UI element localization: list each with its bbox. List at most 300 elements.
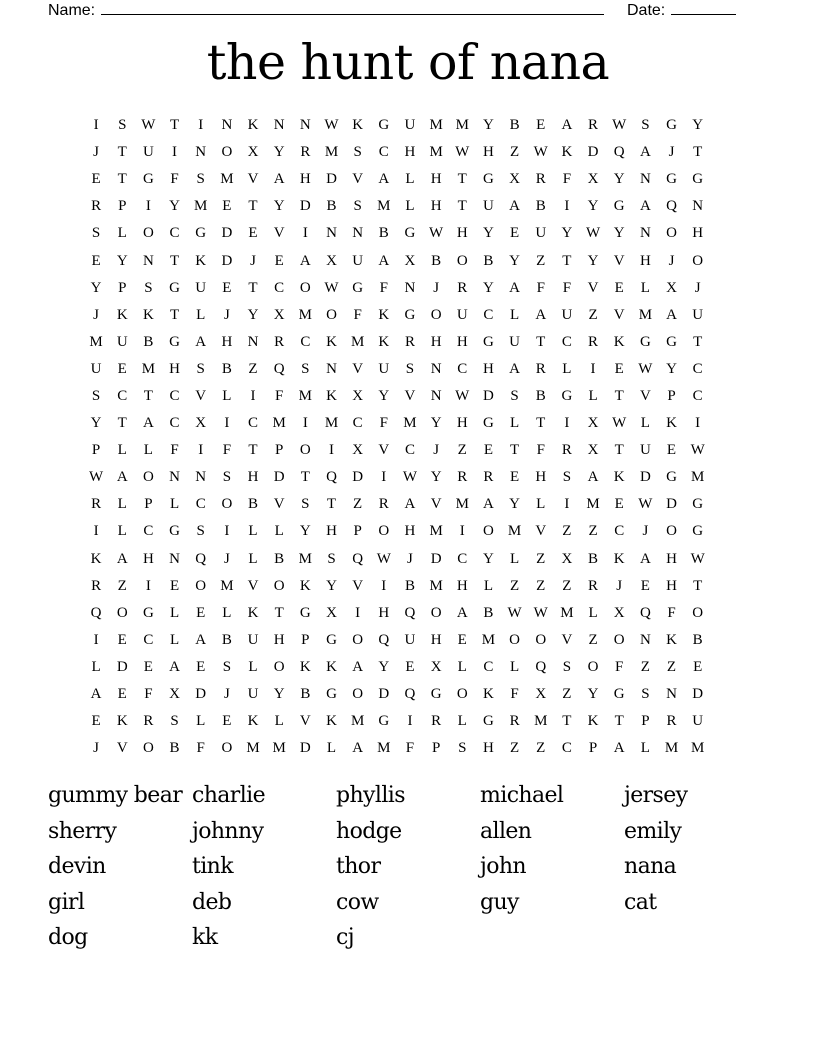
grid-row	[83, 112, 737, 139]
grid-row	[83, 383, 737, 410]
grid-letter: J	[694, 279, 701, 296]
grid-letter: K	[378, 306, 390, 323]
grid-letter: K	[247, 117, 259, 134]
grid-letter: W	[455, 387, 470, 404]
grid-letter: K	[561, 144, 573, 161]
grid-letter: P	[353, 523, 362, 540]
grid-letter: Y	[483, 550, 494, 567]
grid-letter: Y	[116, 252, 128, 269]
grid-letter: U	[90, 360, 102, 377]
grid-letter: Y	[666, 360, 677, 377]
grid-letter: R	[378, 496, 389, 513]
grid-letter: R	[143, 713, 154, 730]
grid-letter: O	[142, 740, 154, 757]
grid-letter: T	[169, 252, 180, 269]
grid-letter: J	[223, 306, 230, 323]
grid-letter: G	[666, 117, 677, 134]
grid-letter: X	[247, 144, 259, 161]
grid-letter: G	[483, 713, 494, 730]
grid-letter: H	[169, 360, 180, 377]
grid-letter: H	[326, 523, 337, 540]
grid-letter: L	[405, 198, 415, 215]
grid-letter: O	[378, 523, 390, 540]
grid-letter: A	[378, 171, 390, 188]
word-list-item: allen	[480, 818, 532, 844]
grid-letter: Z	[457, 442, 467, 459]
grid-letter: E	[614, 496, 624, 513]
grid-letter: L	[509, 658, 520, 675]
grid-letter: H	[483, 360, 494, 377]
grid-letter: H	[456, 415, 468, 432]
grid-letter: I	[564, 415, 570, 432]
grid-letter: O	[221, 496, 233, 513]
grid-letter: L	[196, 713, 206, 730]
grid-letter: G	[430, 686, 442, 703]
grid-letter: Y	[273, 144, 285, 161]
grid-letter: H	[221, 333, 233, 350]
grid-letter: K	[613, 333, 625, 350]
grid-letter: O	[483, 523, 494, 540]
grid-letter: Q	[378, 631, 390, 648]
grid-letter: S	[353, 144, 362, 161]
grid-letter: G	[352, 279, 364, 296]
grid-letter: G	[666, 171, 677, 188]
grid-letter: P	[118, 279, 127, 296]
grid-letter: K	[378, 333, 390, 350]
grid-letter: C	[692, 360, 703, 377]
grid-letter: R	[457, 469, 468, 486]
grid-letter: V	[639, 387, 651, 404]
grid-letter: G	[142, 171, 154, 188]
grid-letter: O	[221, 740, 233, 757]
grid-letter: Y	[613, 225, 625, 242]
grid-letter: L	[640, 279, 650, 296]
grid-letter: E	[274, 252, 284, 269]
grid-letter: I	[93, 631, 99, 648]
grid-letter: L	[248, 550, 258, 567]
grid-letter: A	[639, 198, 651, 215]
grid-letter: P	[431, 740, 441, 757]
word-list-item: gummy bear	[48, 783, 183, 808]
grid-letter: M	[403, 415, 417, 432]
grid-letter: S	[562, 469, 572, 486]
grid-letter: G	[169, 279, 180, 296]
grid-row	[83, 735, 737, 762]
grid-letter: X	[666, 279, 677, 296]
grid-letter: W	[324, 279, 339, 296]
grid-letter: M	[377, 198, 391, 215]
grid-letter: M	[560, 604, 574, 621]
grid-letter: W	[429, 225, 444, 242]
grid-letter: M	[350, 333, 365, 350]
grid-letter: Y	[483, 225, 494, 242]
grid-row	[83, 410, 737, 437]
grid-letter: C	[614, 523, 625, 540]
grid-letter: N	[666, 686, 677, 703]
grid-letter: G	[483, 171, 494, 188]
grid-letter: W	[507, 604, 522, 621]
grid-letter: X	[404, 252, 416, 269]
grid-letter: G	[692, 496, 704, 513]
grid-letter: L	[509, 306, 520, 323]
grid-letter: Q	[326, 469, 337, 486]
grid-letter: I	[564, 496, 570, 513]
grid-letter: L	[509, 550, 520, 567]
grid-letter: O	[456, 252, 468, 269]
grid-letter: X	[587, 171, 599, 188]
grid-letter: V	[352, 171, 364, 188]
grid-letter: H	[483, 144, 494, 161]
grid-letter: M	[534, 713, 548, 730]
word-list-item: sherry	[48, 818, 117, 844]
grid-letter: X	[587, 415, 599, 432]
grid-letter: A	[456, 604, 468, 621]
grid-letter: Q	[352, 550, 364, 567]
grid-letter: O	[352, 686, 364, 703]
grid-letter: S	[458, 740, 467, 757]
grid-letter: K	[299, 658, 311, 675]
grid-letter: I	[459, 523, 465, 540]
grid-letter: F	[667, 604, 676, 621]
grid-letter: O	[273, 658, 285, 675]
grid-letter: G	[561, 387, 573, 404]
grid-row	[83, 275, 737, 302]
grid-letter: P	[118, 198, 127, 215]
grid-letter: I	[302, 225, 308, 242]
grid-letter: A	[195, 333, 207, 350]
grid-letter: A	[509, 279, 520, 296]
grid-letter: M	[377, 740, 391, 757]
grid-letter: K	[483, 686, 494, 703]
grid-letter: F	[405, 740, 415, 757]
grid-letter: C	[561, 333, 572, 350]
grid-letter: G	[692, 523, 704, 540]
grid-letter: U	[404, 117, 416, 134]
name-label: Name:	[48, 2, 96, 19]
word-list-item: johnny	[192, 818, 264, 844]
grid-letter: O	[692, 604, 704, 621]
grid-letter: U	[561, 306, 573, 323]
grid-letter: M	[324, 144, 339, 161]
grid-letter: W	[690, 442, 705, 459]
grid-letter: C	[483, 658, 494, 675]
grid-letter: K	[326, 713, 337, 730]
grid-letter: B	[326, 198, 337, 215]
grid-letter: K	[613, 550, 625, 567]
grid-letter: F	[170, 442, 179, 459]
grid-letter: J	[668, 144, 675, 161]
grid-letter: N	[639, 631, 651, 648]
grid-letter: F	[536, 279, 545, 296]
grid-letter: Z	[353, 496, 363, 513]
grid-letter: G	[142, 604, 154, 621]
grid-letter: K	[247, 604, 259, 621]
grid-letter: U	[142, 144, 154, 161]
grid-letter: K	[90, 550, 102, 567]
grid-letter: I	[381, 577, 387, 594]
grid-letter: V	[613, 306, 625, 323]
grid-letter: A	[169, 658, 180, 675]
grid-letter: R	[483, 469, 494, 486]
word-list	[48, 778, 768, 956]
grid-letter: M	[691, 469, 705, 486]
grid-letter: H	[273, 631, 285, 648]
grid-letter: U	[692, 306, 704, 323]
grid-letter: L	[640, 740, 650, 757]
grid-letter: N	[326, 225, 337, 242]
grid-letter: C	[457, 360, 468, 377]
grid-letter: F	[379, 415, 388, 432]
grid-letter: X	[326, 252, 337, 269]
word-list-item: nana	[624, 854, 677, 879]
grid-letter: K	[116, 713, 128, 730]
grid-letter: L	[143, 442, 153, 459]
grid-letter: G	[195, 225, 207, 242]
grid-letter: L	[222, 387, 232, 404]
grid-letter: T	[248, 198, 258, 215]
grid-letter: B	[535, 387, 546, 404]
grid-row	[83, 220, 737, 247]
grid-letter: H	[247, 469, 259, 486]
grid-letter: B	[221, 631, 232, 648]
grid-letter: E	[405, 658, 415, 675]
grid-letter: A	[273, 171, 285, 188]
grid-letter: M	[324, 415, 339, 432]
grid-letter: U	[195, 279, 207, 296]
grid-letter: Q	[639, 604, 651, 621]
grid-letter: Z	[509, 144, 520, 161]
word-list-item: devin	[48, 854, 106, 879]
grid-letter: I	[93, 523, 99, 540]
grid-letter: Q	[90, 604, 102, 621]
grid-letter: N	[430, 387, 442, 404]
grid-letter: W	[324, 117, 339, 134]
grid-letter: L	[222, 604, 232, 621]
grid-letter: I	[355, 604, 361, 621]
grid-letter: I	[93, 117, 99, 134]
grid-row	[83, 681, 737, 708]
grid-letter: A	[378, 252, 390, 269]
grid-letter: Y	[299, 523, 311, 540]
grid-letter: M	[586, 496, 600, 513]
grid-letter: G	[666, 469, 677, 486]
grid-letter: V	[273, 225, 285, 242]
grid-letter: L	[457, 658, 467, 675]
grid-letter: M	[350, 713, 365, 730]
grid-letter: R	[535, 171, 546, 188]
word-list-item: cow	[336, 889, 379, 915]
grid-letter: Y	[90, 415, 102, 432]
grid-letter: M	[429, 117, 443, 134]
grid-letter: F	[536, 442, 545, 459]
grid-letter: V	[535, 523, 547, 540]
grid-letter: H	[430, 333, 442, 350]
grid-letter: E	[483, 442, 493, 459]
grid-letter: Y	[326, 577, 337, 594]
grid-letter: D	[221, 252, 233, 269]
grid-letter: T	[248, 442, 258, 459]
letter-grid	[83, 112, 737, 762]
grid-letter: V	[430, 496, 442, 513]
grid-letter: Q	[195, 550, 207, 567]
word-list-item: michael	[480, 783, 564, 808]
grid-letter: G	[378, 117, 390, 134]
grid-letter: T	[143, 387, 153, 404]
grid-letter: Y	[613, 171, 625, 188]
grid-letter: Y	[378, 387, 390, 404]
grid-letter: A	[116, 469, 128, 486]
grid-row	[83, 464, 737, 491]
grid-letter: L	[117, 523, 127, 540]
grid-letter: M	[455, 496, 469, 513]
grid-letter: X	[613, 604, 625, 621]
grid-letter: X	[273, 306, 285, 323]
grid-letter: I	[250, 387, 256, 404]
grid-letter: W	[88, 469, 104, 486]
grid-letter: P	[301, 631, 310, 648]
grid-letter: S	[327, 550, 336, 567]
grid-letter: Z	[536, 740, 546, 757]
grid-letter: V	[378, 442, 390, 459]
grid-letter: Q	[404, 686, 416, 703]
grid-letter: I	[381, 469, 387, 486]
grid-letter: U	[247, 631, 259, 648]
grid-letter: F	[170, 171, 179, 188]
grid-letter: F	[379, 279, 388, 296]
date-label: Date:	[627, 2, 666, 19]
grid-row	[83, 491, 737, 518]
grid-letter: S	[562, 658, 572, 675]
grid-letter: Y	[430, 469, 442, 486]
grid-letter: D	[378, 686, 390, 703]
word-list-item: deb	[192, 889, 232, 915]
grid-letter: Q	[535, 658, 547, 675]
word-list-item: hodge	[336, 818, 402, 844]
grid-letter: E	[248, 225, 258, 242]
grid-letter: G	[299, 604, 311, 621]
grid-letter: G	[404, 306, 416, 323]
word-list-item: thor	[336, 854, 381, 879]
grid-letter: V	[404, 387, 416, 404]
grid-letter: X	[195, 415, 207, 432]
grid-letter: D	[666, 496, 677, 513]
grid-letter: G	[483, 333, 494, 350]
grid-letter: H	[456, 577, 468, 594]
grid-letter: Q	[666, 198, 677, 215]
grid-letter: R	[561, 442, 572, 459]
grid-letter: U	[535, 225, 547, 242]
grid-letter: T	[614, 713, 624, 730]
grid-letter: S	[353, 198, 362, 215]
grid-letter: E	[693, 658, 703, 675]
grid-letter: Z	[536, 550, 546, 567]
grid-letter: P	[588, 740, 598, 757]
grid-letter: M	[298, 387, 312, 404]
grid-letter: L	[274, 523, 284, 540]
grid-letter: N	[195, 144, 207, 161]
grid-letter: N	[169, 469, 180, 486]
grid-letter: J	[93, 306, 99, 323]
grid-letter: C	[195, 496, 206, 513]
grid-letter: Z	[588, 523, 598, 540]
grid-letter: M	[429, 523, 443, 540]
grid-letter: Z	[509, 577, 520, 594]
grid-letter: J	[250, 252, 256, 269]
grid-letter: X	[169, 686, 180, 703]
grid-letter: O	[299, 279, 311, 296]
date-field	[627, 0, 736, 20]
grid-letter: Z	[536, 577, 546, 594]
grid-letter: M	[298, 550, 312, 567]
grid-letter: A	[299, 252, 311, 269]
grid-letter: A	[195, 631, 207, 648]
grid-letter: C	[692, 387, 703, 404]
grid-letter: L	[248, 658, 258, 675]
grid-letter: K	[142, 306, 154, 323]
grid-letter: J	[668, 252, 675, 269]
grid-letter: R	[666, 713, 677, 730]
grid-letter: H	[535, 469, 547, 486]
grid-letter: M	[220, 171, 234, 188]
grid-letter: V	[247, 171, 259, 188]
grid-letter: R	[431, 713, 442, 730]
grid-letter: M	[638, 306, 653, 323]
grid-letter: E	[509, 225, 520, 242]
grid-letter: T	[614, 442, 624, 459]
grid-letter: H	[378, 604, 390, 621]
grid-letter: O	[509, 631, 520, 648]
grid-letter: H	[483, 740, 494, 757]
grid-letter: T	[300, 469, 310, 486]
grid-letter: R	[404, 333, 415, 350]
grid-letter: J	[93, 740, 99, 757]
grid-letter: W	[141, 117, 156, 134]
grid-letter: X	[561, 550, 573, 567]
grid-letter: U	[692, 713, 704, 730]
grid-letter: S	[301, 496, 310, 513]
grid-letter: I	[695, 415, 701, 432]
grid-letter: G	[169, 523, 180, 540]
grid-letter: K	[352, 117, 364, 134]
grid-letter: C	[143, 631, 154, 648]
grid-letter: C	[404, 442, 415, 459]
grid-letter: O	[326, 306, 337, 323]
grid-letter: W	[455, 144, 470, 161]
grid-letter: Y	[692, 117, 704, 134]
grid-letter: T	[693, 144, 703, 161]
grid-letter: N	[195, 469, 207, 486]
grid-letter: W	[533, 604, 548, 621]
grid-letter: B	[509, 117, 520, 134]
grid-letter: A	[90, 686, 102, 703]
grid-letter: A	[116, 550, 128, 567]
grid-row	[83, 437, 737, 464]
grid-letter: S	[510, 387, 519, 404]
grid-letter: D	[639, 469, 651, 486]
grid-row	[83, 302, 737, 329]
word-list-item: girl	[48, 889, 85, 915]
grid-letter: C	[143, 523, 154, 540]
grid-letter: K	[326, 658, 337, 675]
grid-letter: L	[405, 171, 415, 188]
grid-letter: A	[561, 117, 573, 134]
grid-letter: Z	[640, 658, 650, 675]
grid-row	[83, 546, 737, 573]
grid-letter: N	[273, 117, 285, 134]
word-list-item: guy	[480, 889, 519, 915]
grid-letter: K	[613, 469, 625, 486]
grid-letter: H	[142, 550, 154, 567]
